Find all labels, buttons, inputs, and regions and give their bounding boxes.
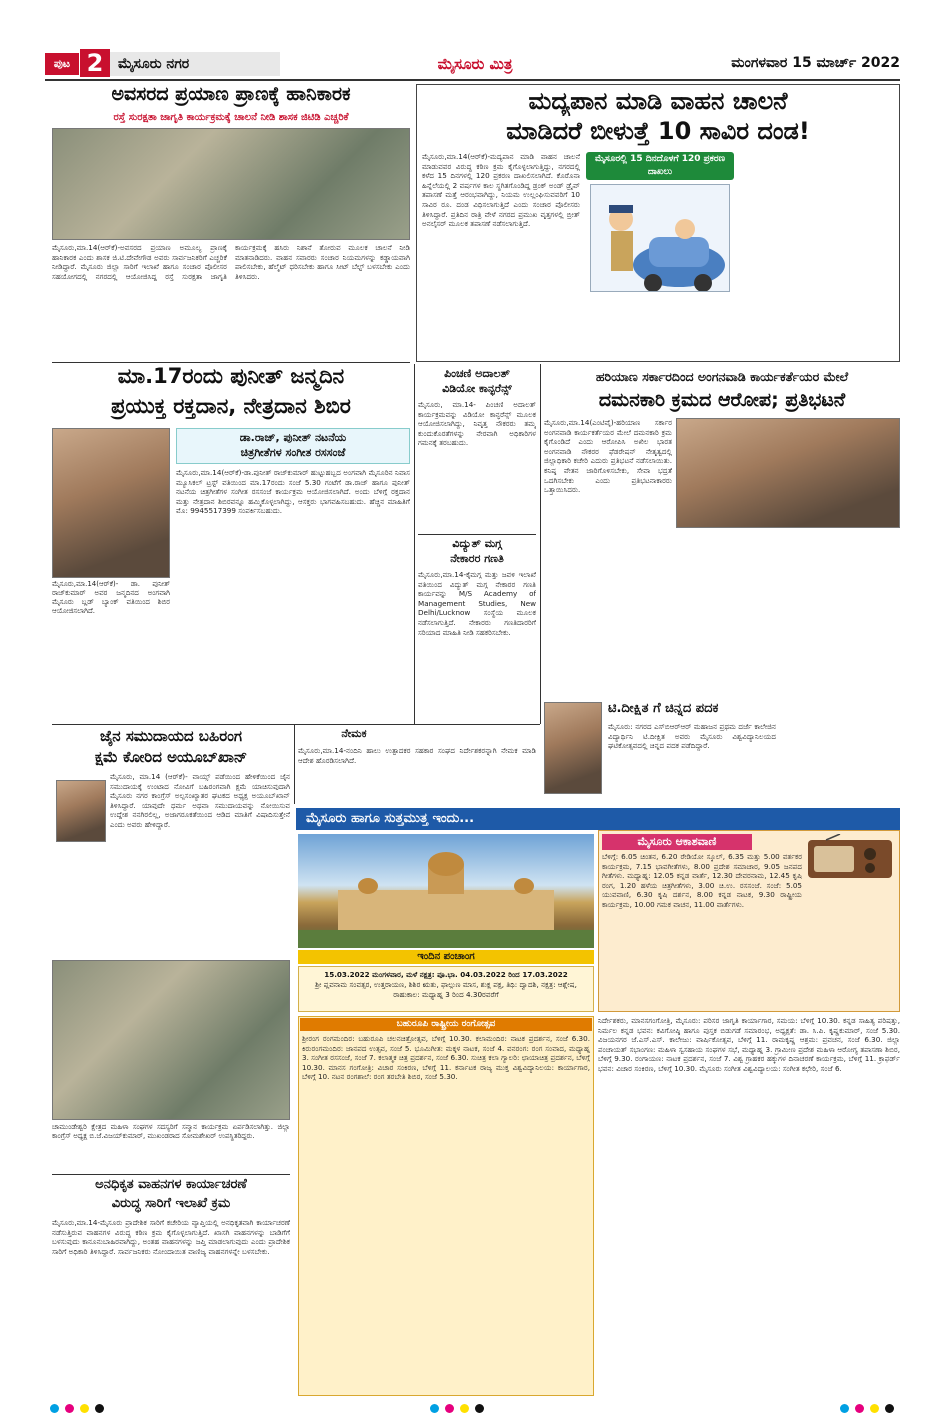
protest-photo [676,418,900,528]
story6-body-cont [544,532,900,698]
story9-body: ಮೈಸೂರು,ಮಾ.14-ನಂದಿನಿ ಹಾಲು ಉತ್ಪಾದಕರ ಸಹಕಾರ ಸಂಘದ ನಿರ್ದೇಶಕರನ್ನಾಗಿ ನೇಮಕ ಮಾಡಿ ಆದೇಶ ಹೊರಡಿಸಲಾಗಿದೆ. [298,746,536,765]
story2-headline-1: ಮದ್ಯಪಾನ ಮಾಡಿ ವಾಹನ ಚಾಲನೆ [528,88,788,115]
story6-headline-1: ಹರಿಯಾಣ ಸರ್ಕಾರದಿಂದ ಅಂಗನವಾಡಿ ಕಾರ್ಯಕರ್ತೆಯರ ಮೇಲೆ [595,370,849,384]
story8-headline-2: ಕ್ಷಮೆ ಕೋರಿದ ಅಯೂಬ್‌ಖಾನ್ [94,749,248,766]
story9-headline: ನೇಮಕ [341,728,367,740]
story11-headline-2: ವಿರುದ್ಧ ಸಾರಿಗೆ ಇಲಾಖೆ ಕ್ರಮ [111,1197,231,1211]
story2-body-cont [586,296,734,358]
page-label: ಪುಟ [45,53,79,75]
story2-badge: ಮೈಸೂರಲ್ಲಿ 15 ದಿನದೊಳಗೆ 120 ಪ್ರಕರಣ ದಾಖಲು [586,152,734,180]
story5-body: ಮೈಸೂರು,ಮಾ.14-ಕೈಮಗ್ಗ ಮತ್ತು ಜವಳಿ ಇಲಾಖೆ ವತಿಯಿಂದ ವಿದ್ಯುತ್ ಮಗ್ಗ ನೇಕಾರರ ಗಣತಿ ಕಾರ್ಯವನ್ನು M/S Academy of Management Studies, New Delhi/Lucknow ಸಂಸ್ಥೆಯ ಮೂಲಕ ನಡೆಸಲಾಗುತ್ತಿದೆ. ನೇಕಾರರು ಗಣತಿದಾರರಿಗೆ ಸರಿಯಾದ ಮಾಹಿತಿ ನೀಡಿ ಸಹಕರಿಸಬೇಕು. [418,570,536,637]
section-label: ಮೈಸೂರು ನಗರ [110,52,280,76]
story5-headline-2: ನೇಕಾರರ ಗಣತಿ [450,553,504,565]
story4-body: ಮೈಸೂರು, ಮಾ.14- ಪಿಂಚಣಿ ಅದಾಲತ್ ಕಾರ್ಯಕ್ರಮವನ್ನು ವಿಡಿಯೋ ಕಾನ್ಫರೆನ್ಸ್ ಮೂಲಕ ಆಯೋಜಿಸಲಾಗಿದ್ದು, ನಿವೃತ್ತ ನೌಕರರು ತಮ್ಮ ಕುಂದುಕೊರತೆಗಳನ್ನು ನೇರವಾಗಿ ಅಧಿಕಾರಿಗಳ ಗಮನಕ್ಕೆ ತರಬಹುದು. [418,400,536,448]
radio-title: ಮೈಸೂರು ಆಕಾಶವಾಣಿ [602,834,752,850]
issue-date: ಮಂಗಳವಾರ 15 ಮಾರ್ಚ್ 2022 [731,55,900,71]
story1-headline: ಅವಸರದ ಪ್ರಯಾಣ ಪ್ರಾಣಕ್ಕೆ ಹಾನಿಕಾರಕ [111,84,351,105]
story4-headline-2: ವಿಡಿಯೋ ಕಾನ್ಫರೆನ್ಸ್ [442,383,512,395]
story3-inset-title-2: ಚಿತ್ರಗೀತೆಗಳ ಸಂಗೀತ ರಸಸಂಜೆ [240,447,346,459]
events-title: ಬಹುರೂಪಿ ರಾಷ್ಟ್ರೀಯ ರಂಗೋತ್ಸವ [300,1018,592,1031]
radio-icon [806,834,894,880]
story3-headline-2: ಪ್ರಯುಕ್ತ ರಕ್ತದಾನ, ನೇತ್ರದಾನ ಶಿಬಿರ [111,394,351,418]
masthead-brand: ಮೈಸೂರು ಮಿತ್ರ [437,55,513,73]
panchanga-line2: ಶ್ರೀ ಪ್ಲವನಾಮ ಸಂವತ್ಸರ, ಉತ್ತರಾಯಣ, ಶಿಶಿರ ಋತು, ಫಾಲ್ಗುಣ ಮಾಸ, ಶುಕ್ಲ ಪಕ್ಷ, ತಿಥಿ: ದ್ವಾದಶಿ, ನಕ್ಷತ್ರ: ಆಶ್ಲೇಷ, ರಾಹುಕಾಲ: ಮಧ್ಯಾಹ್ನ 3 ರಿಂದ 4.30ರವರೆಗೆ [315,980,577,999]
right-listings: ನಿರ್ದೇಶಕರು, ಮಾನಸಗಂಗೋತ್ರಿ, ಮೈಸೂರು: ಪರಿಸರ ಜಾಗೃತಿ ಕಾರ್ಯಾಗಾರ, ಸಮಯ: ಬೆಳಿಗ್ಗೆ 10.30. ಕನ್ನಡ ಸಾಹಿತ್ಯ ಪರಿಷತ್ತು, ನಿರ್ಮಲ ಕನ್ನಡ ಭವನ: ಕವಿಗೋಷ್ಠಿ ಹಾಗೂ ಪುಸ್ತಕ ಬಿಡುಗಡೆ ಸಮಾರಂಭ, ಅಧ್ಯಕ್ಷತೆ: ಡಾ. ಸಿ.ಪಿ. ಕೃಷ್ಣಕುಮಾರ್, ಸಂಜೆ 5.30. ವಿಜಯನಗರ ಜೆ.ಎಸ್.ಎಸ್. ಕಾಲೇಜು: ವಾರ್ಷಿಕೋತ್ಸವ, ಬೆಳಿಗ್ಗೆ 11. ರಾಮಕೃಷ್ಣ ಆಶ್ರಮ: ಪ್ರವಚನ, ಸಂಜೆ 6.30. ಜಿಲ್ಲಾ ಪಂಚಾಯತ್ ಸಭಾಂಗಣ: ಮಹಿಳಾ ಸ್ವಸಹಾಯ ಸಂಘಗಳ ಸಭೆ, ಮಧ್ಯಾಹ್ನ 3. ಗ್ರಾಮೀಣ ಪ್ರದೇಶ ಮಹಿಳಾ ಆರೋಗ್ಯ ತಪಾಸಣಾ ಶಿಬಿರ, ಬೆಳಿಗ್ಗೆ 9.30. ರಂಗಾಯಣ: ನಾಟಕ ಪ್ರದರ್ಶನ, ಸಂಜೆ 7. ವಿಶ್ವ ಗ್ರಾಹಕರ ಹಕ್ಕುಗಳ ದಿನಾಚರಣೆ ಕಾರ್ಯಕ್ರಮ, ಬೆಳಿಗ್ಗೆ 11. ಕ್ರಾಫರ್ಡ್ ಭವನ: ವಿಚಾರ ಸಂಕಿರಣ, ಬೆಳಿಗ್ಗೆ 10.30. ಮೈಸೂರು ಸಂಗೀತ ವಿಶ್ವವಿದ್ಯಾಲಯ: ಸಂಗೀತ ಕಛೇರಿ, ಸಂಜೆ 6. [598,1016,900,1073]
events-body: ಶ್ರೀರಂಗ ರಂಗಮಂದಿರ: ಬಹುರೂಪಿ ಚಲನಚಿತ್ರೋತ್ಸವ, ಬೆಳಿಗ್ಗೆ 10.30. ಕಲಾಮಂದಿರ: ನಾಟಕ ಪ್ರದರ್ಶನ, ಸಂಜೆ 6.30. ಕಿರುರಂಗಮಂದಿರ: ಜಾನಪದ ಉತ್ಸವ, ಸಂಜೆ 5. ಭೂಮಿಗೀತ: ಮಕ್ಕಳ ನಾಟಕ, ಸಂಜೆ 4. ವನರಂಗ: ರಂಗ ಸಂವಾದ, ಮಧ್ಯಾಹ್ನ 3. ಸಂಗೀತ ರಸಸಂಜೆ, ಸಂಜೆ 7. ಕಲಾತ್ಮಕ ಚಿತ್ರ ಪ್ರದರ್ಶನ, ಸಂಜೆ 6.30. ಸುಚಿತ್ರ ಕಲಾ ಗ್ಯಾಲರಿ: ಛಾಯಾಚಿತ್ರ ಪ್ರದರ್ಶನ, ಬೆಳಿಗ್ಗೆ 10.30. ಮಾನಸ ಗಂಗೋತ್ರಿ: ವಿಚಾರ ಸಂಕಿರಣ, ಬೆಳಿಗ್ಗೆ 11. ಕರ್ನಾಟಕ ರಾಜ್ಯ ಮುಕ್ತ ವಿಶ್ವವಿದ್ಯಾನಿಲಯ: ಕಾರ್ಯಾಗಾರ, ಬೆಳಿಗ್ಗೆ 10. ನಟನ ರಂಗಶಾಲೆ: ರಂಗ ತರಬೇತಿ ಶಿಬಿರ, ಸಂಜೆ 5.30. [302,1034,590,1082]
story8-body-cont [52,846,290,956]
group-photo [52,960,290,1120]
story3-headline-1: ಮಾ.17ರಂದು ಪುನೀತ್ ಜನ್ಮದಿನ [117,364,345,388]
story1-body: ಮೈಸೂರು,ಮಾ.14(ಆರ್‌ಕೆ)-ಅವಸರದ ಪ್ರಯಾಣ ಅಮೂಲ್ಯ ಪ್ರಾಣಕ್ಕೆ ಹಾನಿಕಾರಕ ಎಂದು ಶಾಸಕ ಜಿ.ಟಿ.ದೇವೇಗೌಡ ಅವರು ಸಾರ್ವಜನಿಕರಿಗೆ ಎಚ್ಚರಿಕೆ ನೀಡಿದ್ದಾರೆ. ಮೈಸೂರು ಜಿಲ್ಲಾ ಸಾರಿಗೆ ಇಲಾಖೆ ಹಾಗೂ ಸಂಚಾರ ಪೊಲೀಸರ ಸಹಯೋಗದಲ್ಲಿ ನಗರದಲ್ಲಿ ಆಯೋಜಿಸಿದ್ದ ರಸ್ತೆ ಸುರಕ್ಷತಾ ಜಾಗೃತಿ ಕಾರ್ಯಕ್ರಮಕ್ಕೆ ಹಸಿರು ನಿಶಾನೆ ತೋರುವ ಮೂಲಕ ಚಾಲನೆ ನೀಡಿ ಮಾತನಾಡಿದರು. ವಾಹನ ಸವಾರರು ಸಂಚಾರ ನಿಯಮಗಳನ್ನು ಕಡ್ಡಾಯವಾಗಿ ಪಾಲಿಸಬೇಕು, ಹೆಲ್ಮೆಟ್ ಧರಿಸಬೇಕು ಹಾಗೂ ಸೀಟ್ ಬೆಲ್ಟ್ ಬಳಸಬೇಕು ಎಂದು ತಿಳಿಸಿದರು. [52,243,410,281]
story3-caption: ಮೈಸೂರು,ಮಾ.14(ಆರ್‌ಕೆ)- ಡಾ. ಪುನೀತ್ ರಾಜ್‌ಕುಮಾರ್ ಅವರ ಜನ್ಮದಿನದ ಅಂಗವಾಗಿ ಮೈಸೂರು ಬ್ಲಡ್ ಬ್ಯಾಂಕ್ ವತಿಯಿಂದ ಶಿಬಿರ ಆಯೋಜಿಸಲಾಗಿದೆ. [52,580,170,615]
story6-body-tail [780,702,900,794]
story8-headline-1: ಜೈನ ಸಮುದಾಯದ ಬಹಿರಂಗ [100,728,242,745]
police-cartoon [590,184,730,292]
puneeth-photo [52,428,170,578]
around-mysore-title: ಮೈಸೂರು ಹಾಗೂ ಸುತ್ತಮುತ್ತ ಇಂದು... [296,808,900,830]
story2-body: ಮೈಸೂರು,ಮಾ.14(ಆರ್‌ಕೆ)-ಮದ್ಯಪಾನ ಮಾಡಿ ವಾಹನ ಚಾಲನೆ ಮಾಡುವವರ ವಿರುದ್ಧ ಕಠಿಣ ಕ್ರಮ ಕೈಗೊಳ್ಳಲಾಗುತ್ತಿದ್ದು, ನಗರದಲ್ಲಿ ಕಳೆದ 15 ದಿನಗಳಲ್ಲಿ 120 ಪ್ರಕರಣ ದಾಖಲಿಸಲಾಗಿದೆ. ಕೊರೊನಾ ಹಿನ್ನೆಲೆಯಲ್ಲಿ 2 ವರ್ಷಗಳ ಕಾಲ ಸ್ಥಗಿತಗೊಂಡಿದ್ದ ಡ್ರಂಕ್ ಅಂಡ್ ಡ್ರೈವ್ ತಪಾಸಣೆ ಮತ್ತೆ ಆರಂಭವಾಗಿದ್ದು, ನಿಯಮ ಉಲ್ಲಂಘಿಸುವವರಿಗೆ 10 ಸಾವಿರ ರೂ. ದಂಡ ವಿಧಿಸಲಾಗುತ್ತಿದೆ ಎಂದು ಸಂಚಾರ ಪೊಲೀಸರು ತಿಳಿಸಿದ್ದಾರೆ. ಪ್ರತಿದಿನ ರಾತ್ರಿ ವೇಳೆ ನಗರದ ಪ್ರಮುಖ ವೃತ್ತಗಳಲ್ಲಿ ಬ್ರೀತ್ ಅನಲೈಸರ್ ಮೂಲಕ ತಪಾಸಣೆ ನಡೆಸಲಾಗುತ್ತಿದೆ. [422,152,580,229]
story4-headline-1: ಪಿಂಚಣಿ ಅದಾಲತ್ [444,368,510,380]
page-number: 2 [80,49,110,77]
registration-dots-center [430,1404,484,1413]
story3-body: ಮೈಸೂರು,ಮಾ.14(ಆರ್‌ಕೆ)-ಡಾ.ಪುನೀತ್ ರಾಜ್‌ಕುಮಾರ್ ಹುಟ್ಟುಹಬ್ಬದ ಅಂಗವಾಗಿ ಮೈಸೂರಿನ ನಿವಾಸ ಮ್ಯೂಸಿಕಲ್ ಟ್ರಸ್ಟ್ ವತಿಯಿಂದ ಮಾ.17ರಂದು ಸಂಜೆ 5.30 ಗಂಟೆಗೆ ಡಾ.ರಾಜ್ ಹಾಗೂ ಪುನೀತ್ ನಟನೆಯ ಚಿತ್ರಗೀತೆಗಳ ಸಂಗೀತ ರಸಸಂಜೆ ಕಾರ್ಯಕ್ರಮ ಆಯೋಜಿಸಲಾಗಿದೆ. ಅಂದು ಬೆಳಿಗ್ಗೆ ರಕ್ತದಾನ ಮತ್ತು ನೇತ್ರದಾನ ಶಿಬಿರವನ್ನೂ ಹಮ್ಮಿಕೊಳ್ಳಲಾಗಿದ್ದು, ಆಸಕ್ತರು ಭಾಗವಹಿಸಬಹುದು. ಹೆಚ್ಚಿನ ಮಾಹಿತಿಗೆ ಮೊ: 9945517399 ಸಂಪರ್ಕಿಸಬಹುದು. [176,468,410,516]
story8-body: ಮೈಸೂರು, ಮಾ.14 (ಆರ್‌ಕೆ)- ವಾಯ್ಸ್ ಪಡೆಯಿಂದ ಹೇಳಿಕೆಯಿಂದ ಜೈನ ಸಮುದಾಯಕ್ಕೆ ಉಂಟಾದ ನೋವಿಗೆ ಬಹಿರಂಗವಾಗಿ ಕ್ಷಮೆ ಯಾಚಿಸುವುದಾಗಿ ಮೈಸೂರು ನಗರ ಕಾಂಗ್ರೆಸ್ ಅಲ್ಪಸಂಖ್ಯಾತರ ಘಟಕದ ಅಧ್ಯಕ್ಷ ಅಯೂಬ್‌ಖಾನ್ ತಿಳಿಸಿದ್ದಾರೆ. ಯಾವುದೇ ಧರ್ಮ ಅಥವಾ ಸಮುದಾಯವನ್ನು ನೋಯಿಸುವ ಉದ್ದೇಶ ನನಗಿರಲಿಲ್ಲ, ಅಜಾಗರೂಕತೆಯಿಂದ ಆಡಿದ ಮಾತಿಗೆ ವಿಷಾದಿಸುತ್ತೇನೆ ಎಂದು ಅವರು ಹೇಳಿದ್ದಾರೆ. [110,772,290,829]
story6-body: ಮೈಸೂರು,ಮಾ.14(ಎಂಟಿವೈ)-ಹರಿಯಾಣ ಸರ್ಕಾರ ಅಂಗನವಾಡಿ ಕಾರ್ಯಕರ್ತೆಯರ ಮೇಲೆ ದಮನಕಾರಿ ಕ್ರಮ ಕೈಗೊಂಡಿದೆ ಎಂದು ಆರೋಪಿಸಿ ಅಖಿಲ ಭಾರತ ಅಂಗನವಾಡಿ ನೌಕರರ ಫೆಡರೇಷನ್ ನೇತೃತ್ವದಲ್ಲಿ ಜಿಲ್ಲಾಧಿಕಾರಿ ಕಚೇರಿ ಎದುರು ಪ್ರತಿಭಟನೆ ನಡೆಸಲಾಯಿತು. ಕನಿಷ್ಠ ವೇತನ ಜಾರಿಗೊಳಿಸಬೇಕು, ಸೇವಾ ಭದ್ರತೆ ಒದಗಿಸಬೇಕು ಎಂದು ಪ್ರತಿಭಟನಾಕಾರರು ಒತ್ತಾಯಿಸಿದರು. [544,418,672,495]
story5-headline-1: ವಿದ್ಯುತ್ ಮಗ್ಗ [452,538,502,550]
story1-photo [52,128,410,240]
story3-inset-title-1: ಡಾ.ರಾಜ್, ಪುನೀತ್ ನಟನೆಯ [239,432,347,444]
panchanga-title: ಇಂದಿನ ಪಂಚಾಂಗ [298,950,594,964]
palace-photo [298,834,594,948]
panchanga-box [298,966,594,1012]
story1-subhead: ರಸ್ತೆ ಸುರಕ್ಷತಾ ಜಾಗೃತಿ ಕಾರ್ಯಕ್ರಮಕ್ಕೆ ಚಾಲನೆ ನೀಡಿ ಶಾಸಕ ಜಿಟಿಡಿ ಎಚ್ಚರಿಕೆ [113,112,349,123]
story10-caption: ಚಾಮುಂಡೇಶ್ವರಿ ಕ್ಷೇತ್ರದ ಮಹಿಳಾ ಸಂಘಗಳ ಸದಸ್ಯರಿಗೆ ಸನ್ಮಾನ ಕಾರ್ಯಕ್ರಮ ಏರ್ಪಡಿಸಲಾಗಿತ್ತು. ಜಿಲ್ಲಾ ಕಾಂಗ್ರೆಸ್ ಅಧ್ಯಕ್ಷ ಬಿ.ಜೆ.ವಿಜಯ್‌ಕುಮಾರ್, ಮುಖಂಡರಾದ ಸೋಮಶೇಖರ್ ಉಪಸ್ಥಿತರಿದ್ದರು. [52,1123,290,1140]
story11-headline-1: ಅನಧಿಕೃತ ವಾಹನಗಳ ಕಾರ್ಯಾಚರಣೆ [95,1178,247,1192]
story2-headline-2: ಮಾಡಿದರೆ ಬೀಳುತ್ತೆ 10 ಸಾವಿರ ದಂಡ! [506,118,810,145]
registration-dots-right [840,1404,894,1413]
dikshita-photo [544,702,602,794]
panchanga-line1: 15.03.2022 ಮಂಗಳವಾರ, ಮಳೆ ನಕ್ಷತ್ರ: ಪೂ.ಭಾ. 04.03.2022 ರಿಂದ 17.03.2022 [324,970,568,979]
story7-body: ಮೈಸೂರು: ನಗರದ ಎಸ್‌ಬಿಆರ್‌ಆರ್ ಮಹಾಜನ ಪ್ರಥಮ ದರ್ಜೆ ಕಾಲೇಜಿನ ವಿದ್ಯಾರ್ಥಿನಿ ಟಿ.ದೀಕ್ಷಿತ ಅವರು ಮೈಸೂರು ವಿಶ್ವವಿದ್ಯಾನಿಲಯದ ಘಟಿಕೋತ್ಸವದಲ್ಲಿ ಚಿನ್ನದ ಪದಕ ಪಡೆದಿದ್ದಾರೆ. [608,722,776,751]
story7-headline: ಟಿ.ದೀಕ್ಷಿತ ಗೆ ಚಿನ್ನದ ಪದಕ [608,702,719,716]
ayubkhan-photo [56,780,106,842]
story11-body: ಮೈಸೂರು,ಮಾ.14-ಮೈಸೂರು ಪ್ರಾದೇಶಿಕ ಸಾರಿಗೆ ಕಚೇರಿಯ ವ್ಯಾಪ್ತಿಯಲ್ಲಿ ಅನಧಿಕೃತವಾಗಿ ಕಾರ್ಯಾಚರಣೆ ನಡೆಸುತ್ತಿರುವ ವಾಹನಗಳ ವಿರುದ್ಧ ಕಠಿಣ ಕ್ರಮ ಕೈಗೊಳ್ಳಲಾಗುತ್ತಿದೆ. ಖಾಸಗಿ ವಾಹನಗಳನ್ನು ಬಾಡಿಗೆಗೆ ಬಳಸುವುದು ಕಾನೂನುಬಾಹಿರವಾಗಿದ್ದು, ಅಂತಹ ವಾಹನಗಳನ್ನು ಜಪ್ತಿ ಮಾಡಲಾಗುವುದು ಎಂದು ಪ್ರಾದೇಶಿಕ ಸಾರಿಗೆ ಅಧಿಕಾರಿ ತಿಳಿಸಿದ್ದಾರೆ. ಸಾರ್ವಜನಿಕರು ನೋಂದಾಯಿತ ವಾಣಿಜ್ಯ ವಾಹನಗಳನ್ನೇ ಬಳಸಬೇಕು. [52,1218,290,1256]
story2-body-col3 [740,152,896,358]
story6-headline-2: ದಮನಕಾರಿ ಕ್ರಮದ ಆರೋಪ; ಪ್ರತಿಭಟನೆ [598,390,846,411]
registration-dots-left [50,1404,104,1413]
radio-body: ಬೆಳಿಗ್ಗೆ: 6.05 ಚಿಂತನ, 6.20 ರೇಡಿಯೋ ಸ್ಕೂಲ್, 6.35 ಮತ್ತು 5.00 ವರ್ತಕರ ಕಾರ್ಯಕ್ರಮ, 7.15 ಭಾವಗೀತೆಗಳು, 8.00 ಪ್ರದೇಶ ಸಮಾಚಾರ, 9.05 ಜನಪದ ಗೀತೆಗಳು. ಮಧ್ಯಾಹ್ನ: 12.05 ಕನ್ನಡ ವಾರ್ತೆ, 12.30 ದೇವರನಾಮ, 12.45 ಕೃಷಿ ರಂಗ, 1.20 ಹಳೆಯ ಚಿತ್ರಗೀತೆಗಳು, 3.00 ಚಿ.ಉ. ರಸಸಂಜೆ. ಸಂಜೆ: 5.05 ಯುವವಾಣಿ, 6.30 ಕೃಷಿ ದರ್ಶನ, 8.00 ಕನ್ನಡ ನಾಟಕ, 9.30 ರಾಷ್ಟ್ರೀಯ ಕಾರ್ಯಕ್ರಮ, 10.00 ಗಮಕ ವಾಚನ, 11.00 ವಾರ್ತೆಗಳು. [602,852,802,909]
